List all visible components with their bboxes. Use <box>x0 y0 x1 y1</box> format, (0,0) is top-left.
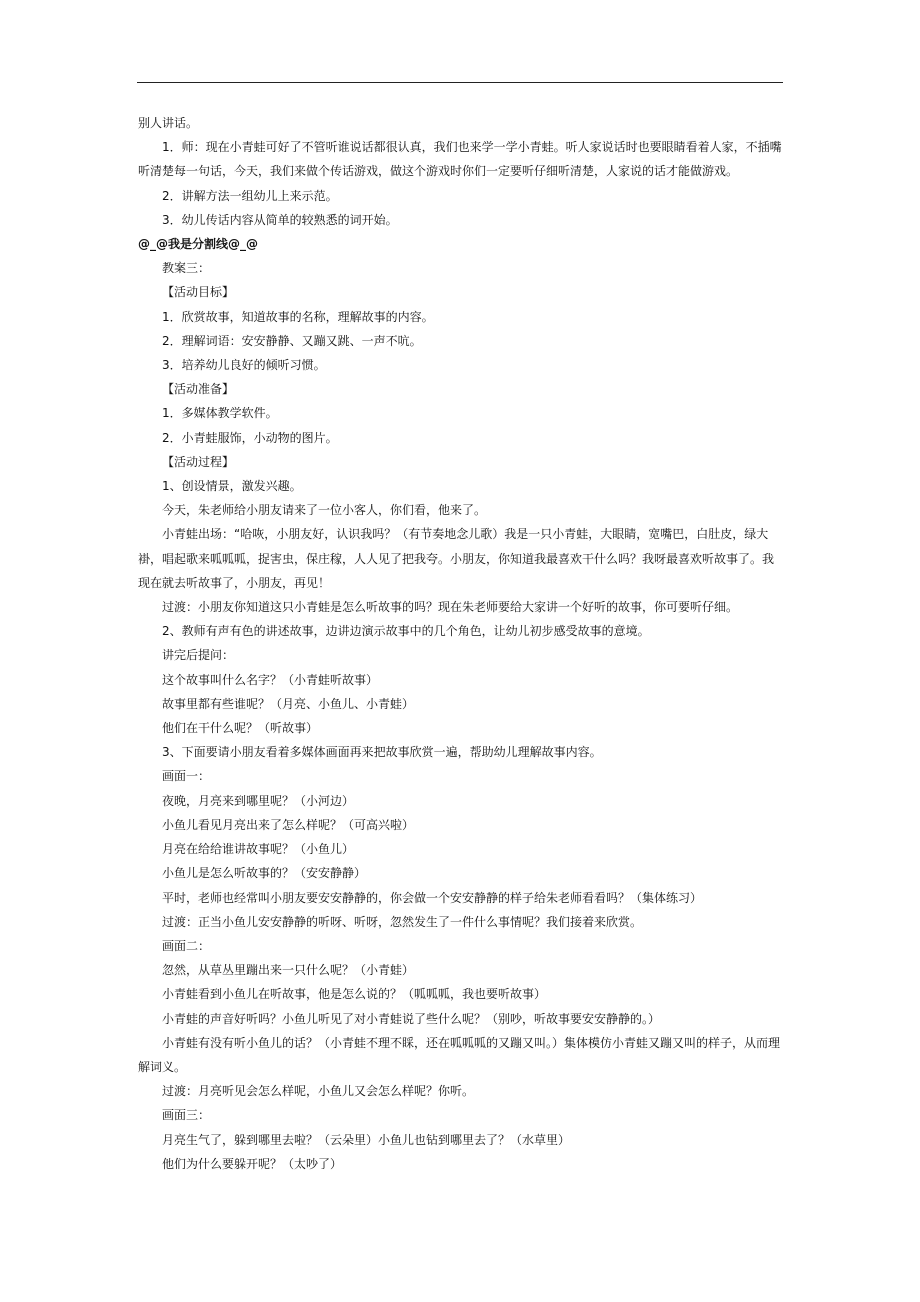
paragraph: 讲完后提问： <box>162 648 235 663</box>
paragraph: 月亮生气了，躲到哪里去啦？（云朵里）小鱼儿也钻到哪里去了？（水草里） <box>162 1132 571 1147</box>
paragraph: 【活动过程】 <box>162 454 235 469</box>
paragraph: 过渡：小朋友你知道这只小青蛙是怎么听故事的吗？现在朱老师要给大家讲一个好听的故事，你可要听仔细。 <box>162 600 739 615</box>
paragraph: 忽然，从草丛里蹦出来一只什么呢？（小青蛙） <box>162 963 415 978</box>
paragraph: 1．欣赏故事，知道故事的名称，理解故事的内容。 <box>162 309 434 324</box>
paragraph: 【活动目标】 <box>162 285 235 300</box>
paragraph: 3、下面要请小朋友看着多媒体画面再来把故事欣赏一遍，帮助幼儿理解故事内容。 <box>162 745 602 760</box>
paragraph: 1．多媒体教学软件。 <box>162 406 278 421</box>
paragraph: 画面一： <box>162 769 211 784</box>
paragraph: 小青蛙出场：“哈咴，小朋友好，认识我吗？（有节奏地念儿歌）我是一只小青蛙，大眼睛，宽嘴巴，白肚皮，绿大褂，唱起歌来呱呱呱，捉害虫，保庄稼，人人见了把我夸。小朋友，你知道我最喜欢干什么吗？我呀最喜欢听故事了。我现在就去听故事了，小朋友，再见！ <box>138 527 775 590</box>
paragraph: 他们在干什么呢？（听故事） <box>162 721 319 736</box>
paragraph: 2．讲解方法一组幼儿上来示范。 <box>162 188 338 203</box>
paragraph: 平时，老师也经常叫小朋友要安安静静的，你会做一个安安静静的样子给朱老师看看吗？（集体练习） <box>162 890 703 905</box>
paragraph: 【活动准备】 <box>162 382 235 397</box>
paragraph: @_@我是分割线@_@ <box>138 237 259 252</box>
paragraph: 故事里都有些谁呢？（月亮、小鱼儿、小青蛙） <box>162 696 415 711</box>
paragraph: 教案三： <box>162 261 211 276</box>
paragraph: 小青蛙看到小鱼儿在听故事，他是怎么说的？（呱呱呱，我也要听故事） <box>162 987 547 1002</box>
paragraph: 别人讲话。 <box>138 116 199 130</box>
paragraph: 小青蛙有没有听小鱼儿的话？（小青蛙不理不睬，还在呱呱呱的又蹦又叫。）集体模仿小青蛙又蹦又叫的样子，从而理解词义。 <box>138 1035 781 1074</box>
paragraph: 小鱼儿是怎么听故事的？（安安静静） <box>162 866 367 881</box>
paragraph: 过渡：月亮听见会怎么样呢，小鱼儿又会怎么样呢？你听。 <box>162 1084 475 1099</box>
paragraph: 小青蛙的声音好听吗？小鱼儿听见了对小青蛙说了些什么呢？（别吵，听故事要安安静静的。） <box>162 1011 661 1026</box>
paragraph: 2、教师有声有色的讲述故事，边讲边演示故事中的几个角色，让幼儿初步感受故事的意境。 <box>162 624 650 639</box>
paragraph: 今天，朱老师给小朋友请来了一位小客人，你们看，他来了。 <box>162 503 487 518</box>
paragraph: 1．师：现在小青蛙可好了不管听谁说话都很认真，我们也来学一学小青蛙。听人家说话时也要眼睛看着人家，不插嘴听清楚每一句话，今天，我们来做个传话游戏，做这个游戏时你们一定要听仔细听清楚，人家说的话才能做游戏。 <box>138 140 782 179</box>
paragraph: 3．幼儿传话内容从简单的较熟悉的词开始。 <box>162 212 398 227</box>
header-rule <box>137 82 783 83</box>
paragraph: 这个故事叫什么名字？（小青蛙听故事） <box>162 672 379 687</box>
paragraph: 画面二： <box>162 938 211 953</box>
paragraph: 月亮在给给谁讲故事呢？（小鱼儿） <box>162 842 355 857</box>
paragraph: 小鱼儿看见月亮出来了怎么样呢？（可高兴啦） <box>162 817 415 832</box>
paragraph: 夜晚，月亮来到哪里呢？（小河边） <box>162 793 355 808</box>
document-body <box>138 111 784 1176</box>
paragraph: 画面三： <box>162 1108 211 1123</box>
paragraph: 2．小青蛙服饰，小动物的图片。 <box>162 430 338 445</box>
paragraph: 1、创设情景，激发兴趣。 <box>162 479 302 494</box>
paragraph: 他们为什么要躲开呢？（太吵了） <box>162 1156 343 1171</box>
paragraph: 2．理解词语：安安静静、又蹦又跳、一声不吭。 <box>162 333 422 348</box>
paragraph: 3．培养幼儿良好的倾听习惯。 <box>162 358 326 373</box>
paragraph: 过渡：正当小鱼儿安安静静的听呀、听呀，忽然发生了一件什么事情呢？我们接着来欣赏。 <box>162 914 643 929</box>
